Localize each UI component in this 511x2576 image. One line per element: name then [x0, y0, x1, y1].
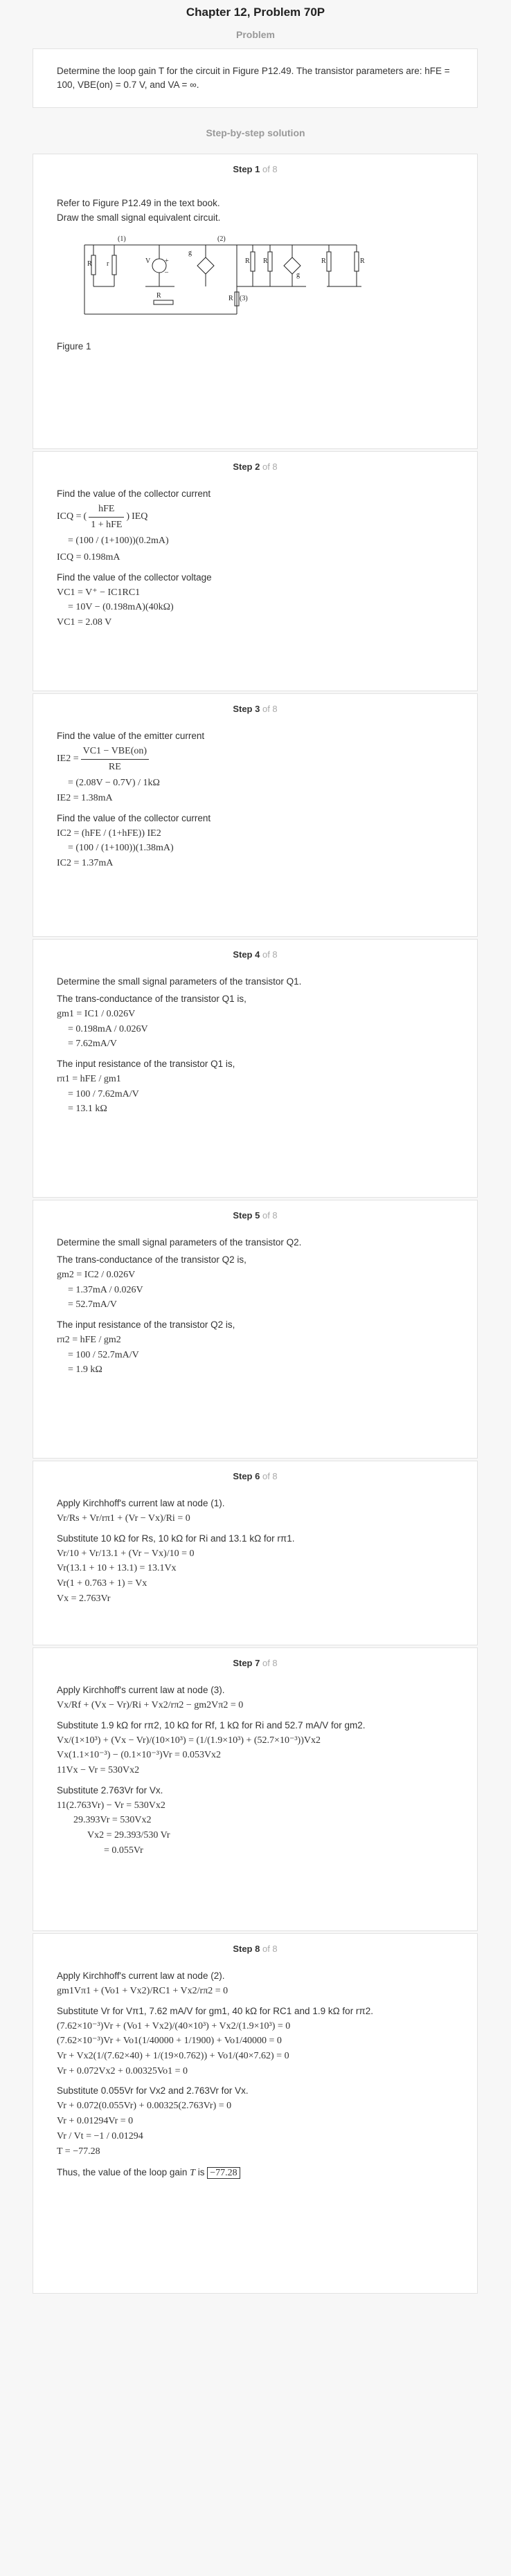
- svg-text:g: g: [188, 249, 192, 257]
- equation: gm2 = IC2 / 0.026V = 1.37mA / 0.026V = 52.7mA/V: [57, 1270, 143, 1310]
- step-header: [33, 1471, 477, 1481]
- solution-label: Step-by-step solution: [206, 127, 305, 138]
- step-text: Substitute Vr for Vπ1, 7.62 mA/V for gm1, 40 kΩ for RC1 and 1.9 kΩ for rπ2.: [57, 2005, 374, 2016]
- step-of: of 8: [262, 949, 278, 960]
- step-header: [33, 1658, 477, 1668]
- svg-text:(3): (3): [240, 295, 248, 302]
- step-of: of 8: [262, 1210, 278, 1221]
- svg-text:R: R: [263, 257, 268, 265]
- step-label: Step 5: [233, 1210, 260, 1221]
- step-text: Find the value of the collector current: [57, 812, 211, 823]
- step-text: Find the value of the collector current: [57, 488, 211, 499]
- circuit-figure: [64, 231, 458, 329]
- svg-text:R: R: [245, 257, 250, 265]
- svg-text:(1): (1): [118, 235, 126, 243]
- step-text: The trans-conductance of the transistor Q2 is,: [57, 1254, 246, 1265]
- step-header: [33, 704, 477, 714]
- svg-text:R: R: [156, 292, 161, 300]
- final-answer: Thus, the value of the loop gain T is −77.28: [57, 2166, 454, 2181]
- step-card-5: [33, 1200, 478, 1459]
- step-label: Step 8: [233, 1944, 260, 1954]
- equation: rπ1 = hFE / gm1 = 100 / 7.62mA/V = 13.1 kΩ: [57, 1074, 139, 1115]
- step-card-7: [33, 1647, 478, 1931]
- step-label: Step 1: [233, 164, 260, 174]
- step-label: Step 6: [233, 1471, 260, 1481]
- answer-box: −77.28: [207, 2167, 240, 2179]
- step-text: Find the value of the collector voltage: [57, 572, 212, 583]
- step-header: [33, 1944, 477, 1954]
- step-header: [33, 949, 477, 960]
- step-card-4: [33, 939, 478, 1198]
- step-card-3: [33, 693, 478, 937]
- equation: Vr/10 + Vr/13.1 + (Vr − Vx)/10 = 0 Vr(13.1 + 10 + 13.1) = 13.1Vx Vr(1 + 0.763 + 1) = Vx Vx = 2.763Vr: [57, 1548, 195, 1604]
- equation: IC2 = (hFE / (1+hFE)) IE2 = (100 / (1+100))(1.38mA) IC2 = 1.37mA: [57, 828, 174, 869]
- equation: IE2 = VC1 − VBE(on) RE = (2.08V − 0.7V) / 1kΩ IE2 = 1.38mA: [57, 744, 454, 806]
- svg-text:g: g: [296, 271, 300, 279]
- step-text: Refer to Figure P12.49 in the text book.: [57, 198, 220, 208]
- step-card-2: [33, 451, 478, 691]
- step-card-1: [33, 154, 478, 449]
- svg-text:(2): (2): [217, 235, 226, 243]
- step-text: Apply Kirchhoff's current law at node (1).: [57, 1498, 225, 1508]
- step-label: Step 7: [233, 1658, 260, 1668]
- svg-text:R: R: [321, 257, 326, 265]
- step-of: of 8: [262, 164, 278, 174]
- problem-text: Determine the loop gain T for the circuit in Figure P12.49. The transistor parameters are: hFE = 100, VBE(on) = 0.7 V, and VA = ∞.: [57, 66, 450, 91]
- step-header: [33, 164, 477, 174]
- step-text: Apply Kirchhoff's current law at node (2).: [57, 1971, 225, 1981]
- equation: gm1 = IC1 / 0.026V = 0.198mA / 0.026V = 7.62mA/V: [57, 1009, 148, 1050]
- step-text: Substitute 1.9 kΩ for rπ2, 10 kΩ for Rf, 1 kΩ for Ri and 52.7 mA/V for gm2.: [57, 1719, 366, 1730]
- step-text: The trans-conductance of the transistor Q1 is,: [57, 994, 246, 1004]
- step-of: of 8: [262, 462, 278, 472]
- step-header: [33, 462, 477, 472]
- equation: Vr/Rs + Vr/rπ1 + (Vr − Vx)/Ri = 0: [57, 1513, 190, 1524]
- step-text: Substitute 10 kΩ for Rs, 10 kΩ for Ri and 13.1 kΩ for rπ1.: [57, 1533, 295, 1544]
- step-text: Determine the small signal parameters of the transistor Q2.: [57, 1237, 302, 1248]
- step-text: Substitute 2.763Vr for Vx.: [57, 1784, 163, 1796]
- step-text: Apply Kirchhoff's current law at node (3).: [57, 1685, 225, 1695]
- equation: Vx/Rf + (Vx − Vr)/Ri + Vx2/rπ2 − gm2Vπ2 = 0: [57, 1700, 244, 1710]
- step-of: of 8: [262, 1471, 278, 1481]
- svg-text:V: V: [145, 257, 151, 265]
- equation: ICQ = ( hFE 1 + hFE ) IEQ = (100 / (1+100))(0.2mA) ICQ = 0.198mA: [57, 502, 454, 565]
- step-text: The input resistance of the transistor Q1 is,: [57, 1059, 235, 1070]
- equation: Vr + 0.072(0.055Vr) + 0.00325(2.763Vr) = 0 Vr + 0.01294Vr = 0 Vr / Vt = −1 / 0.01294 T = −77.28: [57, 2101, 232, 2157]
- step-text: Determine the small signal parameters of the transistor Q1.: [57, 976, 302, 987]
- svg-text:R: R: [228, 295, 233, 302]
- svg-text:r: r: [107, 260, 109, 268]
- step-text: Find the value of the emitter current: [57, 731, 205, 741]
- step-of: of 8: [262, 1944, 278, 1954]
- step-card-8: [33, 1933, 478, 2294]
- step-of: of 8: [262, 1658, 278, 1668]
- figure-caption: Figure 1: [57, 341, 91, 351]
- equation: VC1 = V⁺ − IC1RC1 = 10V − (0.198mA)(40kΩ) VC1 = 2.08 V: [57, 587, 174, 628]
- svg-text:+: +: [165, 257, 169, 265]
- step-label: Step 2: [233, 462, 260, 472]
- step-text: Draw the small signal equivalent circuit.: [57, 212, 221, 223]
- step-of: of 8: [262, 704, 278, 714]
- problem-card: [33, 48, 478, 108]
- step-header: [33, 1210, 477, 1221]
- step-label: Step 4: [233, 949, 260, 960]
- step-text: The input resistance of the transistor Q2 is,: [57, 1319, 235, 1331]
- problem-label: Problem: [235, 29, 275, 40]
- step-text: Substitute 0.055Vr for Vx2 and 2.763Vr for Vx.: [57, 2085, 249, 2097]
- svg-text:–: –: [165, 268, 168, 276]
- equation: Vx/(1×10³) + (Vx − Vr)/(10×10³) = (1/(1.9×10³) + (52.7×10⁻³))Vx2 Vx(1.1×10⁻³) − (0.1×10⁻³)Vr = 0.053Vx2 11Vx − Vr = 530Vx2: [57, 1735, 321, 1776]
- equation: gm1Vπ1 + (Vo1 + Vx2)/RC1 + Vx2/rπ2 = 0: [57, 1986, 228, 1996]
- equation: (7.62×10⁻³)Vr + (Vo1 + Vx2)/(40×10³) + Vx2/(1.9×10³) = 0 (7.62×10⁻³)Vr + Vo1(1/40000 + 1/1900) + Vo1/40000 = 0 Vr + Vx2(1/(7.62×40) + 1/(19×0.762)) + Vo1/(40×7.62) = 0 Vr + 0.072Vx2 + 0.00325Vo1 = 0: [57, 2020, 291, 2076]
- page-title: Chapter 12, Problem 70P: [186, 6, 325, 19]
- equation: rπ2 = hFE / gm2 = 100 / 52.7mA/V = 1.9 kΩ: [57, 1335, 139, 1376]
- step-card-6: [33, 1461, 478, 1645]
- equation: 11(2.763Vr) − Vr = 530Vx2 29.393Vr = 530Vx2 Vx2 = 29.393/530 Vr = 0.055Vr: [57, 1800, 170, 1856]
- svg-text:R: R: [87, 260, 92, 268]
- step-label: Step 3: [233, 704, 260, 714]
- svg-text:R: R: [360, 257, 365, 265]
